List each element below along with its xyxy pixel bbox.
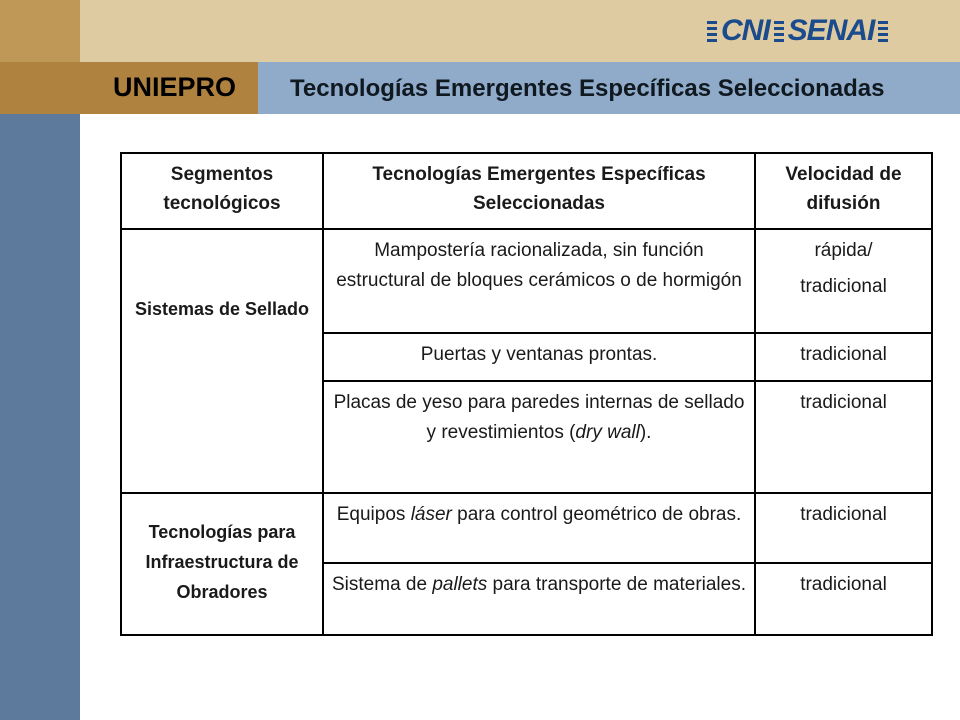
table-header-row <box>121 153 932 229</box>
tech-text-italic: pallets <box>432 574 488 595</box>
speed-cell: tradicional <box>755 333 932 381</box>
tech-text: Placas de yeso para paredes internas de sellado y revestimientos ( <box>333 392 745 443</box>
table-row <box>121 229 932 333</box>
technology-table <box>120 152 933 636</box>
header-speed: Velocidad de difusión <box>755 153 932 229</box>
logo-bars-icon <box>774 21 784 42</box>
tech-cell: Puertas y ventanas prontas. <box>323 333 755 381</box>
cni-senai-logo <box>707 14 907 48</box>
logo-text-senai: SENAI <box>787 14 875 47</box>
speed-cell <box>755 229 932 333</box>
segment-cell: Sistemas de Sellado <box>121 229 323 493</box>
table-row <box>121 493 932 563</box>
header-technologies: Tecnologías Emergentes Específicas Seleccionadas <box>323 153 755 229</box>
tech-text-italic: láser <box>410 504 452 525</box>
tech-cell <box>323 563 755 635</box>
speed-cell: tradicional <box>755 493 932 563</box>
page-title: Tecnologías Emergentes Específicas Seleccionadas <box>290 75 885 102</box>
left-sidebar-band <box>0 114 80 720</box>
speed-cell: tradicional <box>755 563 932 635</box>
logo-bars-icon <box>878 21 888 42</box>
logo-text-cni: CNI <box>721 14 770 47</box>
tech-text: ). <box>639 422 652 443</box>
tech-cell <box>323 381 755 493</box>
tech-text: Sistema de <box>332 574 433 595</box>
tech-text: Equipos <box>336 504 411 525</box>
header-segments: Segmentos tecnológicos <box>121 153 323 229</box>
speed-cell: tradicional <box>755 381 932 493</box>
tech-text: para control geométrico de obras. <box>451 504 742 525</box>
speed-line: tradicional <box>800 276 887 297</box>
brand-tab <box>0 62 258 114</box>
tech-text-italic: dry wall <box>575 422 640 443</box>
top-left-block <box>0 0 80 62</box>
logo-bars-icon <box>707 21 717 42</box>
segment-cell: Tecnologías para Infraestructura de Obradores <box>121 493 323 635</box>
brand-label: UNIEPRO <box>113 72 237 102</box>
speed-line: rápida/ <box>814 240 873 261</box>
tech-text: para transporte de materiales. <box>487 574 746 595</box>
tech-cell <box>323 493 755 563</box>
title-band <box>258 62 960 114</box>
tech-cell: Mampostería racionalizada, sin función estructural de bloques cerámicos o de hormigón <box>323 229 755 333</box>
